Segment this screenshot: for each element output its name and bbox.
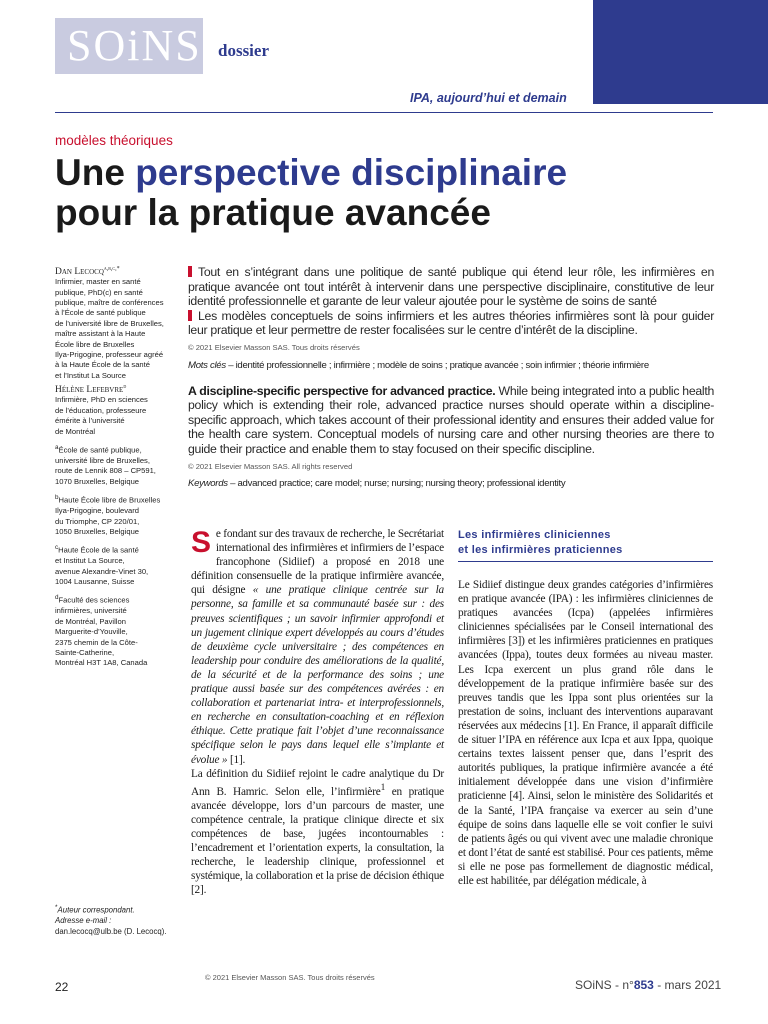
body-right-column xyxy=(458,528,713,888)
header-color-block xyxy=(593,0,768,104)
header-divider xyxy=(55,112,713,113)
journal-issue: SOiNS - n°853 - mars 2021 xyxy=(575,978,722,992)
abstract-fr-p1: Tout en s’intégrant dans une politique de santé publique qui étend leur rôle, les infirmières en pratique avancée ont tout intérêt à intervenir dans une perspective disciplinaire, constitutive de leur identité professionnelle et garante de leur valeur ajoutée pour le système de soins de santé xyxy=(188,265,714,309)
sidiief-quote: « une pratique clinique centrée sur la personne, sa famille et sa communauté basée sur : des preuves scientifiques ; un savoir infirmier approfondi et un jugement clinique expert développés au cours d’études de deuxième cycle universitaire ; des compétences en leadership pour conduire des améliorations de la qualité, de la sécurité et de la performance des soins ; une pratique aussi basée sur des compétences avérées : en collaboration et partenariat intra- et interprofessionnels, en recherche en consultation-coaching et en réflexion éthique. Cette pratique fait l’objet d’une reconnaissance spécifique selon le pays dans lequel elle s’implante et évolue » xyxy=(191,584,444,766)
section-label: modèles théoriques xyxy=(55,133,173,148)
author-1 xyxy=(55,266,190,381)
subsection-heading: Les infirmières cliniciennes et les infirmières praticiennes xyxy=(458,528,713,562)
author-bio: Infirmière, PhD en sciences de l’éducation, professeure émérite à l’université de Montréal xyxy=(55,395,148,436)
affiliation-b: $^b$Haute École libre de Bruxelles Ilya-Prigogine, boulevard du Triomphe, CP 220/01, 1050 Bruxelles, Belgique xyxy=(55,494,161,536)
keywords-fr: Mots clés – identité professionnelle ; infirmière ; modèle de soins ; pratique avancée ; soin infirmier ; théorie infirmière xyxy=(188,359,649,371)
author-name: Dan Lecocq$^{a,b,c,*}$ xyxy=(55,266,120,278)
abstract-en-copyright: © 2021 Elsevier Masson SAS. All rights reserved xyxy=(188,461,353,471)
affiliation-d: $^d$Faculté des sciences infirmières, université de Montréal, Pavillon Marguerite-d’Youville, 2375 chemin de la Côte- Sainte-Catherine, Montréal H3T 1A8, Canada xyxy=(55,594,148,668)
journal-logo-text: SOiNS xyxy=(67,21,202,70)
body-left-column: S e fondant sur des travaux de recherche, le Secrétariat international des infirmières et infirmiers de l’espace francophone (Sidiief) a proposé en 2018 une définition consensuelle de la pratique infirmière avancée, qui désigne « une pratique clinique centrée sur la personne, sa famille et sa communauté basée sur : des preuves scientifiques ; un savoir infirmier approfondi et un jugement clinique expert développés au cours d’études de deuxième cycle universitaire ; des compétences en leadership pour conduire des améliorations de la qualité, de la sécurité et de la performance des soins ; une pratique aussi basée sur des compétences avérées : en collaboration et partenariat intra- et interprofessionnels, en recherche en consultation-coaching et en réflexion éthique. Cette pratique fait l’objet d’une reconnaissance spécifique selon le pays dans lequel elle s’implante et évolue » [1]. La définition du Sidiief rejoint le cadre analytique du Dr Ann B. Hamric. Selon elle, l’infirmière$^1$ en pratique avancée développe, lors d’un parcours de master, une compétence centrale, la pratique clinique directe et six compétences de base, jugées incontournables : l’encadrement et l’orientation experts, la consultation, la recherche, le leadership clinique, professionnel et systémique, la collaboration et la prise de décision éthique [2]. xyxy=(191,526,444,897)
correspondence-note: *Auteur correspondant. Adresse e-mail : dan.lecocq@ulb.be (D. Lecocq). xyxy=(55,903,185,937)
title-pre: Une xyxy=(55,152,136,193)
bullet-marker xyxy=(188,266,192,277)
author-name: Hélène Lefebvre$^d$ xyxy=(55,384,127,396)
drop-cap: S xyxy=(191,526,211,559)
page-number: 22 xyxy=(55,980,69,994)
article-title xyxy=(55,153,567,233)
affiliation-a: $^a$École de santé publique, université libre de Bruxelles, route de Lennik 808 – CP591, 1070 Bruxelles, Belgique xyxy=(55,444,156,486)
body-right-text: Le Sidiief distingue deux grandes catégories d’infirmières en pratique avancée (IPA) : les infirmières cliniciennes de pratiques avancées (Icpa) (appelées infirmières cliniciennes spécialisées par le Conseil international des infirmières [3]) et les infirmières praticiennes en pratiques avancées (Ippa), toutes deux formées au niveau master. Les Icpa exercent un plus grand rôle dans le développement de la pratique infirmière basée sur des preuves tandis que les Ippa sont plus orientées sur la prestation de soins, incluant des interventions auparavant réservées aux médecins [1]. En France, il apparaît difficile de situer l’IPA en référence aux Icpa et aux Ippa, quoique certains textes laissent penser que, dans l’esprit des autorités publiques, la pratique infirmière avancée a été initialement développée dans une vision d’infirmière praticienne [4]. Ainsi, selon le ministère des Solidarités et de la Santé, l’IPA française va exercer au sein d’une équipe de soins dans laquelle elle se voit confier le suivi de patients âgés ou qui vivent avec une maladie chronique et dont l’état de santé est stabilisé. Pour ces patients, même si elle ne pose pas formellement de diagnostic médical, elle est habilitée, par délégation médicale, à xyxy=(458,579,713,887)
bullet-marker xyxy=(188,310,192,321)
footer-copyright: © 2021 Elsevier Masson SAS. Tous droits réservés xyxy=(205,973,375,982)
abstract-fr-copyright: © 2021 Elsevier Masson SAS. Tous droits réservés xyxy=(188,342,360,352)
abstract-block xyxy=(188,265,714,490)
title-line-2: pour la pratique avancée xyxy=(55,192,491,233)
author-email[interactable]: dan.lecocq@ulb.be (D. Lecocq). xyxy=(55,926,167,936)
dossier-label: dossier xyxy=(218,41,269,60)
keywords-en: Keywords – advanced practice; care model; nurse; nursing; nursing theory; professional identity xyxy=(188,478,566,490)
abstract-fr-p2: Les modèles conceptuels de soins infirmiers et les autres théories infirmières sont là pour guider leur pratique et leur permettre de rester focalisées sur le centre d’intérêt de la discipline. xyxy=(188,308,714,338)
body-paragraph-2: La définition du Sidiief rejoint le cadre analytique du Dr Ann B. Hamric. Selon elle, l’infirmière$^1$ en pratique avancée développe, lors d’un parcours de master, une compétence centrale, la pratique clinique directe et six compétences de base, jugées incontournables : l’encadrement et l’orientation experts, la consultation, la recherche, le leadership clinique, professionnel et systémique, la collaboration et la prise de décision éthique [2]. xyxy=(191,767,444,897)
abstract-en-title: A discipline-specific perspective for advanced practice. xyxy=(188,383,496,398)
author-sidebar xyxy=(55,266,190,669)
journal-logo xyxy=(55,18,203,74)
affiliation-c: $^c$Haute École de la santé et Institut La Source, avenue Alexandre-Vinet 30, 1004 Lausanne, Suisse xyxy=(55,544,149,587)
author-bio: Infirmier, master en santé publique, PhD(c) en santé publique, maître de conférences à l’École de santé publique de l’université libre de Bruxelles, maître assistant à la Haute École libre de Bruxelles Ilya-Prigogine, professeur agréé à la Haute École de la santé et l’Institut La Source xyxy=(55,277,164,380)
abstract-en: A discipline-specific perspective for advanced practice. While being integrated into a public health policy which is extending their role, advanced practice nurses should operate within a discipline-specific approach, which takes account of their professional identity and ensures their added value for the health care system. Conceptual models of nursing care and other nursing theories are there to guide their practice and enable them to stay focused on their specific discipline. xyxy=(188,383,714,456)
author-2 xyxy=(55,384,190,437)
title-accent: perspective disciplinaire xyxy=(135,152,568,193)
dossier-topic: IPA, aujourd’hui et demain xyxy=(410,91,567,105)
